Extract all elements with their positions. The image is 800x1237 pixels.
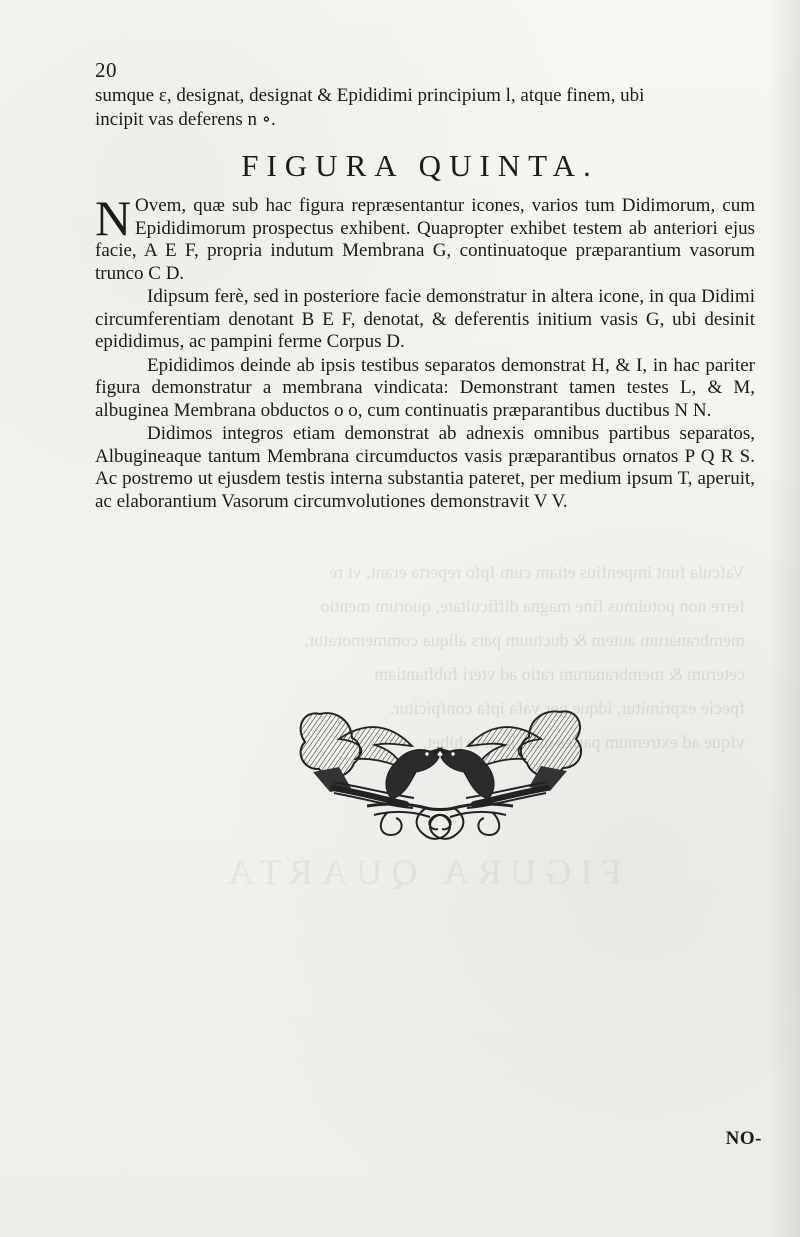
show-through-heading: FIGURA QUARTA — [218, 852, 622, 892]
page-number: 20 — [95, 58, 117, 82]
paragraph-1 — [95, 190, 755, 285]
show-through-line: ferre non potuimus fine magna difficultate, quorum mentio — [320, 596, 745, 616]
catchword: NO- — [725, 1128, 762, 1149]
opening-line-1: sumque ε, designat, designat & Epididimi principium l, atque finem, ubi — [95, 85, 645, 106]
main-text — [95, 190, 755, 513]
paragraph-2: Idipsum ferè, sed in posteriore facie demonstratur in altera icone, in qua Didimi circumferentiam denotant B E F, denotat, & deferentis initium vasis G, ubi desinit epididimus, ac pampini ferme Corpus D. — [95, 286, 755, 352]
paragraph-4: Didimos integros etiam demonstrat ab adnexis omnibus partibus separatos, Albugineaque tantum Membrana circumductos vasis præparantibus ornatos P Q R S. Ac postremo ut ejusdem testis interna substantia pateret, per medium ipsum T, aperuit, ac elaborantium Vasorum circumvolutiones demonstravit V V. — [95, 423, 755, 512]
dropcap-letter: N — [95, 190, 132, 246]
section-heading: FIGURA QUINTA. — [241, 148, 599, 183]
show-through-line: ceterum & membranarum ratio ad vteri fubftantiam — [374, 664, 745, 684]
decorative-ornament — [285, 690, 595, 845]
page-edge-shadow — [768, 0, 800, 1237]
ribbon-scroll-icon — [367, 804, 513, 839]
show-through-line: vfque ad extremum partes quas icon exhibet. — [422, 732, 745, 752]
show-through-line: fpecie exprimitur, idque per vafa ipfa confpicitur. — [389, 698, 745, 718]
paragraph-3: Epididimos deinde ab ipsis testibus separatos demonstrat H, & I, in hac pariter figura demonstratur a membrana vindicata: Demonstrant tamen testes L, & M, albuginea Membrana obductos o o, cum continuatis præparantibus ductibus N N. — [95, 354, 755, 421]
paragraph-1-text: Ovem, quæ sub hac figura repræsentantur icones, varios tum Didimorum, cum Epididimorum prospectus exhibent. Quapropter exhibet testem ab anteriori ejus facie, A E F, propria indutum Membrana G, continuatoque præparantium vasorum trunco C D. — [95, 195, 755, 284]
show-through-line: Vafcula funt impenfius etiam cum Ipfo reperta erant, vt re — [329, 562, 745, 582]
ornament-svg — [285, 690, 595, 845]
opening-line-2: incipit vas deferens n ∘. — [95, 109, 276, 130]
opening-lines — [95, 84, 755, 132]
show-through-line: membranarum autem & ductuum pars aliqua commemoratur, — [304, 630, 745, 650]
